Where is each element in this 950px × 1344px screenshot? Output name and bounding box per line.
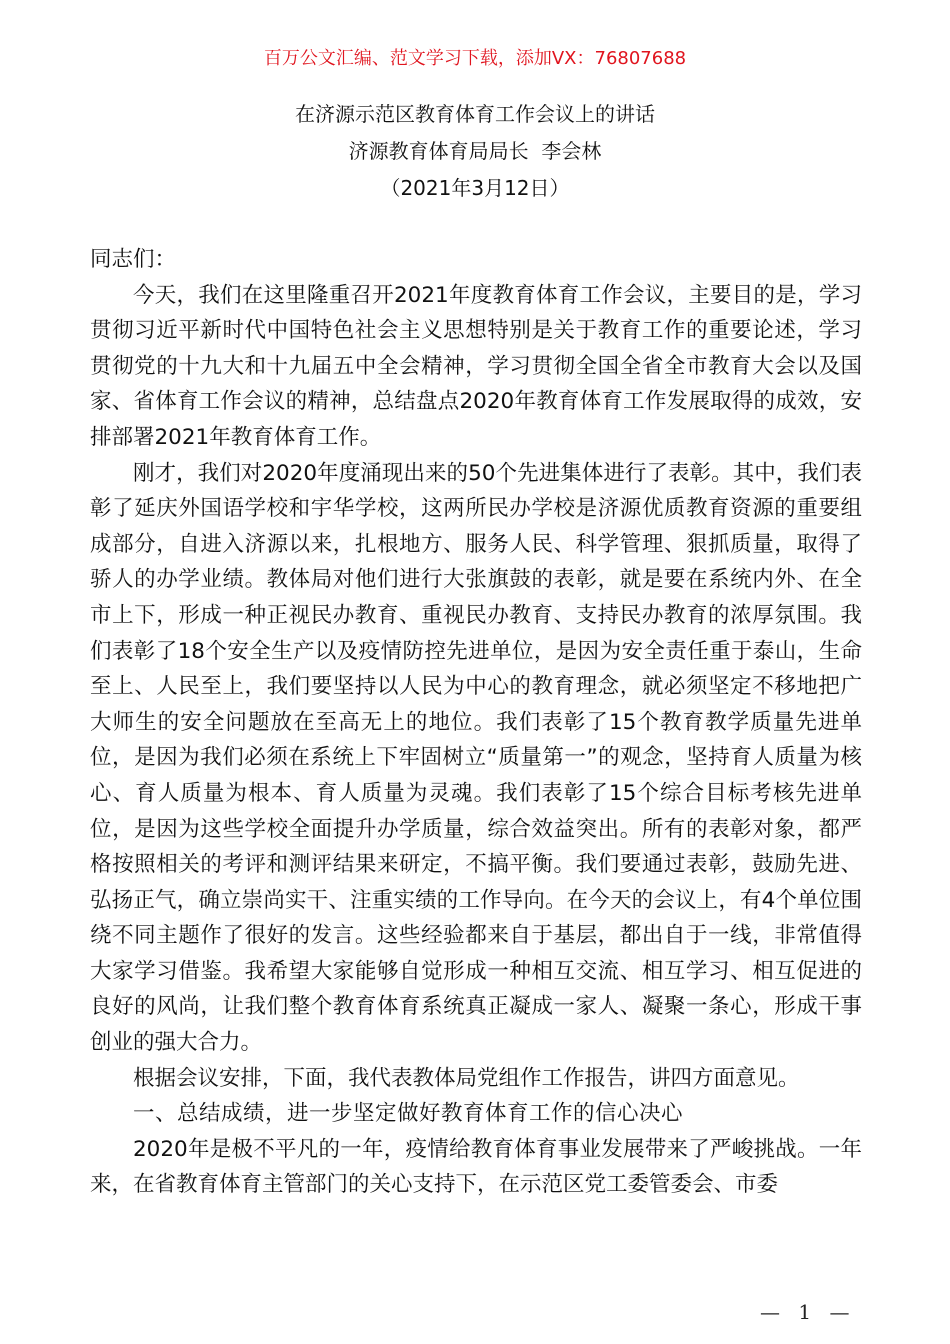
watermark-banner: 百万公文汇编、范文学习下载，添加VX：76807688 — [263, 48, 687, 69]
speaker-line: 济源教育体育局局长 李会林 — [348, 139, 602, 163]
salutation: 同志们： — [90, 247, 177, 272]
document-title: 在济源示范区教育体育工作会议上的讲话 — [295, 102, 655, 126]
paragraph-commendations: 刚才，我们对2020年度涌现出来的50个先进集体进行了表彰。其中，我们表彰了延庆外国语学校和宇华学校，这两所民办学校是济源优质教育资源的重要组成部分，自进入济源以来，扎根地方、服务人民、科学管理、狠抓质量，取得了骄人的办学业绩。教体局对他们进行大张旗鼓的表彰，就是要在系统内外、在全市上下，形成一种正视民办教育、重视民办教育、支持民办教育的浓厚氛围。我们表彰了18个安全生产以及疫情防控先进单位，是因为安全责任重于泰山，生命至上、人民至上，我们要坚持以人民为中心的教育理念，就必须坚定不移地把广大师生的安全问题放在至高无上的地位。我们表彰了15个教育教学质量先进单位，是因为我们必须在系统上下牢固树立“质量第一”的观念，坚持育人质量为核心、育人质量为根本、育人质量为灵魂。我们表彰了15个综合目标考核先进单位，是因为这些学校全面提升办学质量，综合效益突出。所有的表彰对象，都严格按照相关的考评和测评结果来研定，不搞平衡。我们要通过表彰，鼓励先进、弘扬正气，确立崇尚实干、注重实绩的工作导向。在今天的会议上，有4个单位围绕不同主题作了很好的发言。这些经验都来自于基层，都出自于一线，非常值得大家学习借鉴。我希望大家能够自觉形成一种相互交流、相互学习、相互促进的良好的风尚，让我们整个教育体育系统真正凝成一家人、凝聚一条心，形成干事创业的强大合力。 — [90, 460, 862, 1056]
page-number: — 1 — — [760, 1300, 856, 1324]
document-body — [90, 242, 862, 1203]
paragraph-section-one: 2020年是极不平凡的一年，疫情给教育体育事业发展带来了严峻挑战。一年来，在省教育体育主管部门的关心支持下，在示范区党工委管委会、市委 — [90, 1136, 862, 1198]
speech-date: （2021年3月12日） — [380, 176, 570, 200]
paragraph-agenda: 根据会议安排，下面，我代表教体局党组作工作报告，讲四方面意见。 — [133, 1065, 800, 1091]
section-heading: 一、总结成绩，进一步坚定做好教育体育工作的信心决心 — [133, 1101, 684, 1127]
document-header — [0, 96, 950, 207]
paragraph-intro: 今天，我们在这里隆重召开2021年度教育体育工作会议，主要目的是，学习贯彻习近平新时代中国特色社会主义思想特别是关于教育工作的重要论述，学习贯彻党的十九大和十九届五中全会精神，学习贯彻全国全省全市教育大会以及国家、省体育工作会议的精神，总结盘点2020年教育体育工作发展取得的成效，安排部署2021年教育体育工作。 — [90, 282, 862, 450]
